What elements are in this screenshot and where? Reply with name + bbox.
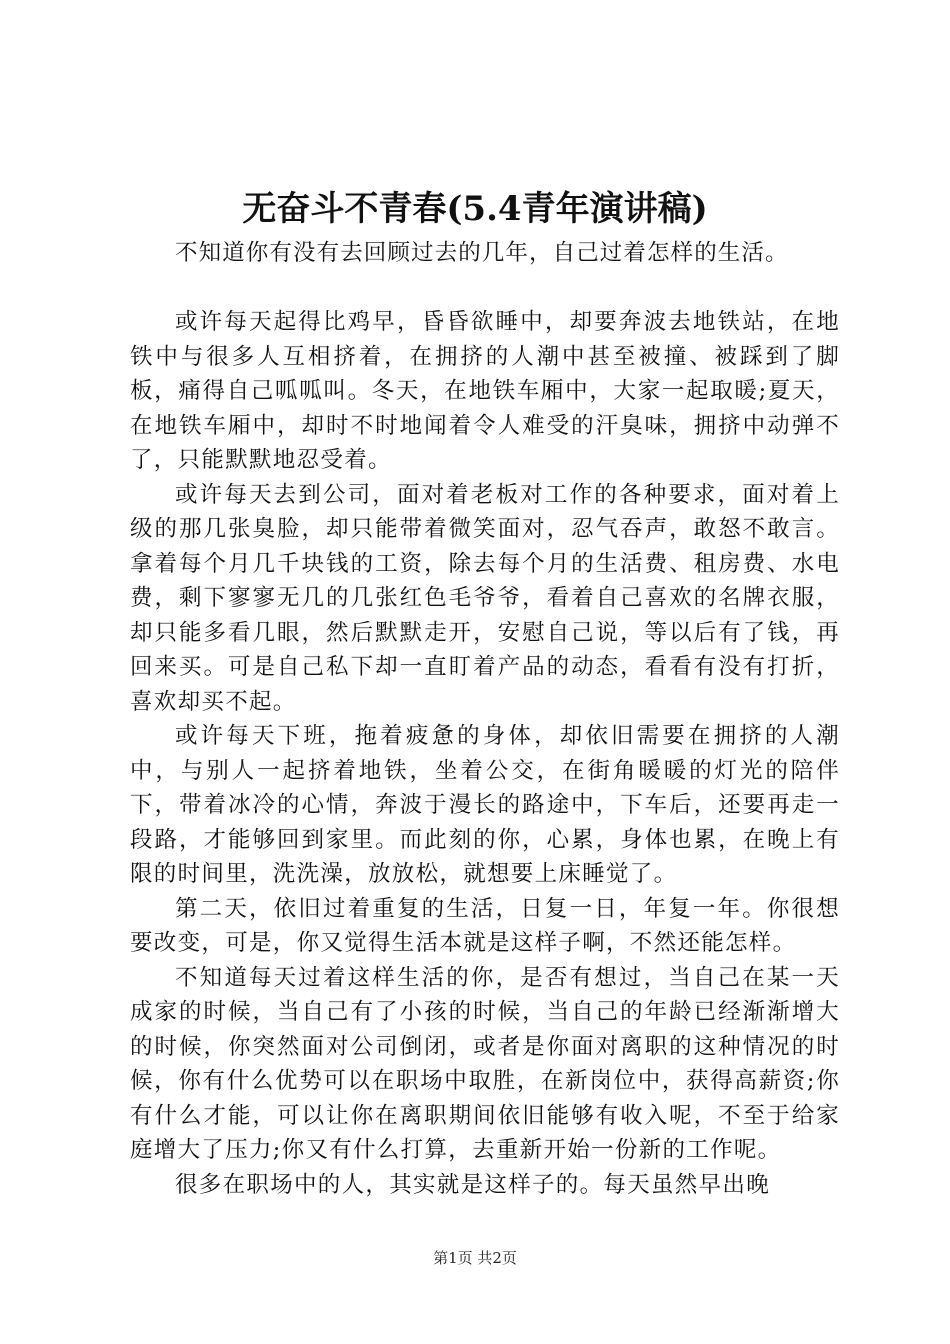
page-footer: 第1页 共2页 xyxy=(433,1249,517,1267)
paragraph-intro: 不知道你有没有去回顾过去的几年，自己过着怎样的生活。 xyxy=(175,240,789,266)
paragraph-many-people: 很多在职场中的人，其实就是这样子的。每天虽然早出晚 xyxy=(175,1171,771,1198)
document-title: 无奋斗不青春(5.4青年演讲稿) xyxy=(242,189,708,229)
paragraph-next-day: 第二天，依旧过着重复的生活，日复一日，年复一年。你很想要改变，可是，你又觉得生活本就是这样子啊，不然还能怎样。 xyxy=(130,895,840,956)
paragraph-at-work: 或许每天去到公司，面对着老板对工作的各种要求，面对着上级的那几张臭脸，却只能带着微笑面对，忍气吞声，敢怒不敢言。拿着每个月几千块钱的工资，除去每个月的生活费、租房费、水电费，剩下寥寥无几的几张红色毛爷爷，看着自己喜欢的名牌衣服，却只能多看几眼，然后默默走开，安慰自己说，等以后有了钱，再回来买。可是自己私下却一直盯着产品的动态，看看有没有打折，喜欢却买不起。 xyxy=(130,481,840,715)
paragraph-reflection: 不知道每天过着这样生活的你，是否有想过，当自己在某一天成家的时候，当自己有了小孩的时候，当自己的年龄已经渐渐增大的时候，你突然面对公司倒闭，或者是你面对离职的这种情况的时候，你有什么优势可以在职场中取胜，在新岗位中，获得高薪资;你有什么才能，可以让你在离职期间依旧能够有收入呢，不至于给家庭增大了压力;你又有什么打算，去重新开始一份新的工作呢。 xyxy=(130,964,840,1163)
paragraph-after-work: 或许每天下班，拖着疲惫的身体，却依旧需要在拥挤的人潮中，与别人一起挤着地铁，坐着公交，在街角暖暖的灯光的陪伴下，带着冰冷的心情，奔波于漫长的路途中，下车后，还要再走一段路，才能够回到家里。而此刻的你，心累，身体也累，在晚上有限的时间里，洗洗澡，放放松，就想要上床睡觉了。 xyxy=(130,723,840,887)
paragraph-morning-commute: 或许每天起得比鸡早，昏昏欲睡中，却要奔波去地铁站，在地铁中与很多人互相挤着，在拥挤的人潮中甚至被撞、被踩到了脚板，痛得自己呱呱叫。冬天，在地铁车厢中，大家一起取暖;夏天，在地铁车厢中，却时不时地闻着令人难受的汗臭味，拥挤中动弹不了，只能默默地忍受着。 xyxy=(130,309,840,473)
blank-line xyxy=(130,271,840,306)
document-body xyxy=(130,236,840,1202)
